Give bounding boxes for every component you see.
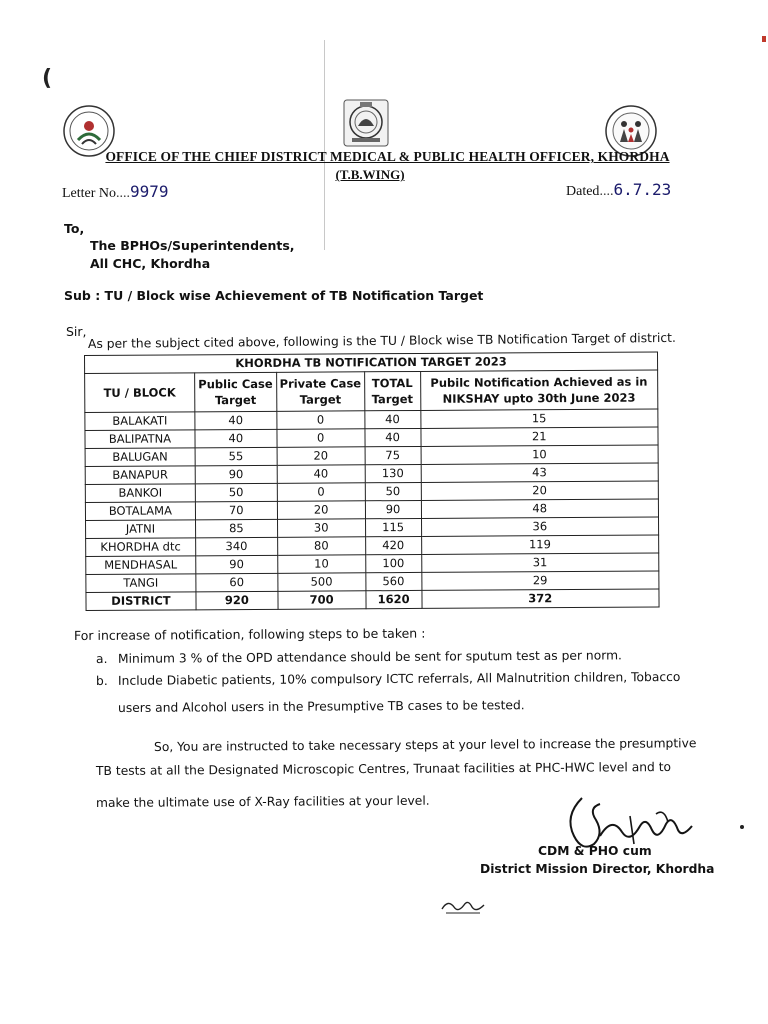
tb-target-table [84,351,660,611]
header-tu-block: TU / BLOCK [85,373,195,413]
corner-mark: ( [42,66,53,91]
cell-tu-block: BANKOI [85,484,195,503]
cell-notification-achieved: 372 [421,589,659,608]
letter-number-dots: .... [116,186,131,201]
cell-public-case-target: 920 [196,591,278,609]
cell-total-target: 40 [365,428,421,446]
target-table-wrapper [84,351,660,611]
cell-total-target: 40 [364,410,420,428]
cell-notification-achieved: 21 [420,427,658,446]
cell-total-target: 1620 [366,590,422,608]
cell-public-case-target: 50 [195,483,277,501]
cell-tu-block: KHORDHA dtc [86,538,196,557]
step-b [96,670,681,688]
dated-line [566,180,671,200]
cell-notification-achieved: 10 [421,445,659,464]
subject-line: Sub : TU / Block wise Achievement of TB Notification Target [64,288,484,303]
letter-number-label: Letter No [62,186,117,201]
steps-intro: For increase of notification, following steps to be taken : [73,625,426,643]
dated-dots: .... [599,184,614,199]
letter-number-line [62,182,169,202]
cell-public-case-target: 55 [195,447,277,465]
cell-tu-block: DISTRICT [86,592,196,611]
cell-tu-block: BALUGAN [85,448,195,467]
header-public-case-target: Public Case Target [194,372,276,411]
cell-private-case-target: 700 [278,591,366,610]
step-a [96,648,622,666]
cell-total-target: 130 [365,464,421,482]
recipient-to: To, [64,221,85,236]
instruction-line-2: TB tests at all the Designated Microscopic Centres, Trunaat facilities at PHC-HWC level and to [95,759,672,778]
cell-public-case-target: 90 [195,465,277,483]
cell-tu-block: TANGI [86,574,196,593]
cell-tu-block: BALIPATNA [85,430,195,449]
cell-notification-achieved: 119 [421,535,659,554]
salutation: Sir, [66,324,87,339]
cell-private-case-target: 40 [277,465,365,484]
instruction-line-3: make the ultimate use of X-Ray facilities at your level. [95,793,430,810]
signatory-designation: CDM & PHO cum [538,844,652,858]
cell-public-case-target: 90 [196,555,278,573]
signatory-title: District Mission Director, Khordha [480,862,715,876]
dated-value: 6.7.23 [613,180,672,199]
cell-total-target: 560 [365,572,421,590]
cell-private-case-target: 0 [277,483,365,502]
cell-notification-achieved: 20 [421,481,659,500]
cell-total-target: 90 [365,500,421,518]
header-private-case-target: Private Case Target [276,372,364,412]
cell-notification-achieved: 31 [421,553,659,572]
cell-tu-block: JATNI [86,520,196,539]
cell-public-case-target: 40 [195,429,277,447]
cell-private-case-target: 500 [278,573,366,592]
cell-total-target: 100 [365,554,421,572]
cell-notification-achieved: 36 [421,517,659,536]
intro-paragraph: As per the subject cited above, following is the TU / Block wise TB Notification Target of district. [87,330,676,351]
instruction-line-1: So, You are instructed to take necessary steps at your level to increase the presumptive [153,736,697,754]
table-header-row [85,370,658,412]
cell-tu-block: BALAKATI [85,412,195,431]
cell-notification-achieved: 48 [421,499,659,518]
header-total-target: TOTAL Target [364,371,420,410]
cell-private-case-target: 20 [277,447,365,466]
letter-number-value: 9979 [130,182,169,201]
step-b-label: b. [95,673,108,688]
office-title: OFFICE OF THE CHIEF DISTRICT MEDICAL & PUBLIC HEALTH OFFICER, KHORDHA [105,149,670,164]
cell-public-case-target: 340 [195,537,277,555]
stray-dot [740,825,744,829]
cell-private-case-target: 20 [277,501,365,520]
cell-notification-achieved: 29 [421,571,659,590]
step-b-text-1: Include Diabetic patients, 10% compulsory ICTC referrals, All Malnutrition children, Tobacco [117,669,681,688]
cell-notification-achieved: 15 [420,409,658,428]
cell-public-case-target: 40 [195,411,277,429]
step-a-label: a. [95,651,108,666]
header-notification-achieved: Pubilc Notification Achieved as in NIKSHAY upto 30th June 2023 [420,370,658,410]
cell-tu-block: BANAPUR [85,466,195,485]
paper-fold-line [324,40,325,250]
cell-public-case-target: 70 [195,501,277,519]
cell-total-target: 75 [365,446,421,464]
cell-tu-block: MENDHASAL [86,556,196,575]
office-wing: (T.B.WING) [335,167,405,182]
cell-notification-achieved: 43 [421,463,659,482]
recipient-line-2: All CHC, Khordha [90,256,211,271]
step-a-text: Minimum 3 % of the OPD attendance should be sent for sputum test as per norm. [117,648,623,666]
cell-public-case-target: 60 [196,573,278,591]
recipient-line-1: The BPHOs/Superintendents, [90,238,295,253]
cell-public-case-target: 85 [195,519,277,537]
cell-private-case-target: 80 [277,537,365,556]
cell-total-target: 50 [365,482,421,500]
cell-private-case-target: 30 [277,519,365,538]
table-caption: KHORDHA TB NOTIFICATION TARGET 2023 [85,352,658,373]
cell-private-case-target: 0 [277,429,365,448]
step-b-text-2: users and Alcohol users in the Presumptive TB cases to be tested. [117,698,525,715]
cell-tu-block: BOTALAMA [85,502,195,521]
dated-label: Dated [566,184,600,199]
district-total-row [86,589,659,610]
cell-total-target: 115 [365,518,421,536]
handwritten-initials [438,895,488,917]
cell-private-case-target: 0 [277,411,365,430]
cell-total-target: 420 [365,536,421,554]
edge-mark [762,36,766,42]
state-emblem-logo [338,96,394,150]
cell-private-case-target: 10 [277,555,365,574]
